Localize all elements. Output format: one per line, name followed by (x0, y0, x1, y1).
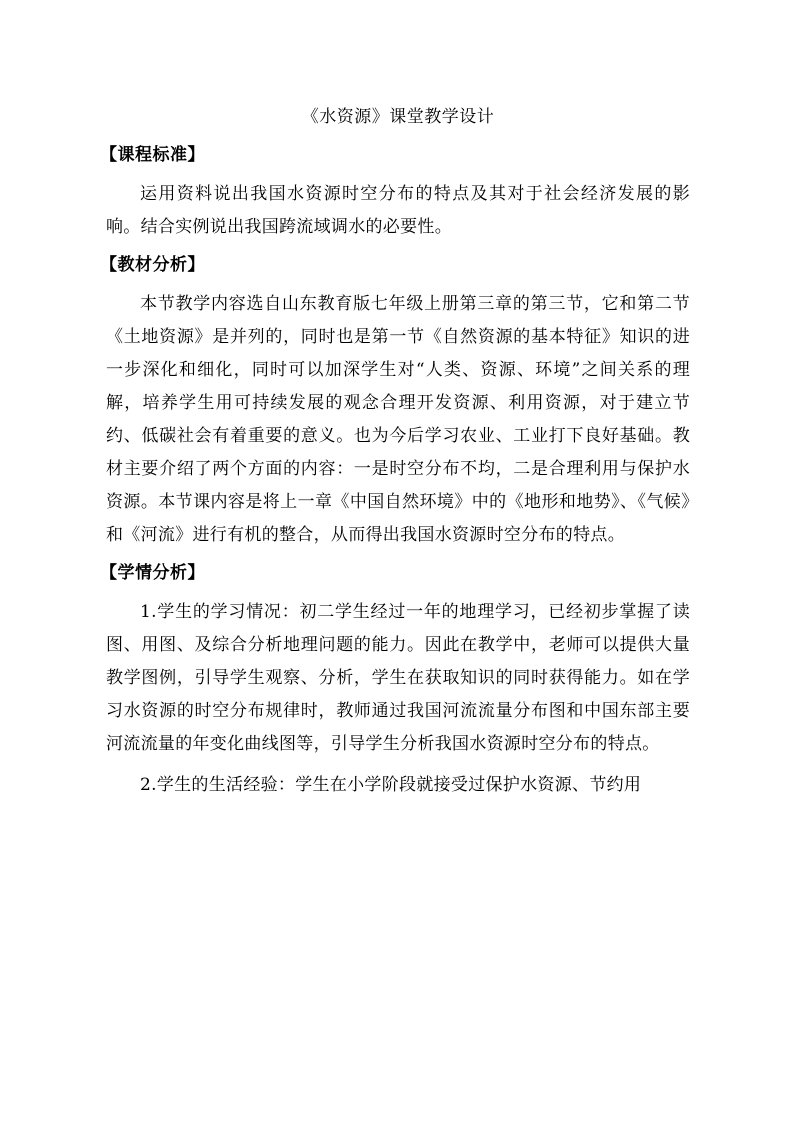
section-student-analysis (100, 560, 690, 802)
paragraph: 本节教学内容选自山东教育版七年级上册第三章的第三节，它和第二节《土地资源》是并列的，同时也是第一节《自然资源的基本特征》知识的进一步深化和细化，同时可以加深学生对“人类、资源、环境”之间关系的理解，培养学生用可持续发展的观念合理开发资源、利用资源，对于建立节约、低碳社会有着重要的意义。也为今后学习农业、工业打下良好基础。教材主要介绍了两个方面的内容：一是时空分布不均，二是合理利用与保护水资源。本节课内容是将上一章《中国自然环境》中的《地形和地势》、《气候》和《河流》进行有机的整合，从而得出我国水资源时空分布的特点。 (106, 294, 690, 545)
section-curriculum-standard (100, 142, 690, 244)
paragraph: 运用资料说出我国水资源时空分布的特点及其对于社会经济发展的影响。结合实例说出我国跨流域调水的必要性。 (106, 184, 690, 237)
document-body (100, 104, 690, 810)
paragraph: 1.学生的学习情况：初二学生经过一年的地理学习，已经初步掌握了读图、用图、及综合分析地理问题的能力。因此在教学中，老师可以提供大量教学图例，引导学生观察、分析，学生在获取知识的同时获得能力。如在学习水资源的时空分布规律时，教师通过我国河流流量分布图和中国东部主要河流流量的年变化曲线图等，引导学生分析我国水资源时空分布的特点。 (106, 602, 690, 754)
section-textbook-analysis (100, 252, 690, 552)
paragraph: 2.学生的生活经验：学生在小学阶段就接受过保护水资源、节约用 (140, 775, 642, 795)
section-heading: 【课程标准】 (100, 145, 205, 165)
document-title: 《水资源》课堂教学设计 (301, 107, 495, 127)
section-heading: 【学情分析】 (100, 563, 205, 583)
section-heading: 【教材分析】 (100, 255, 205, 275)
